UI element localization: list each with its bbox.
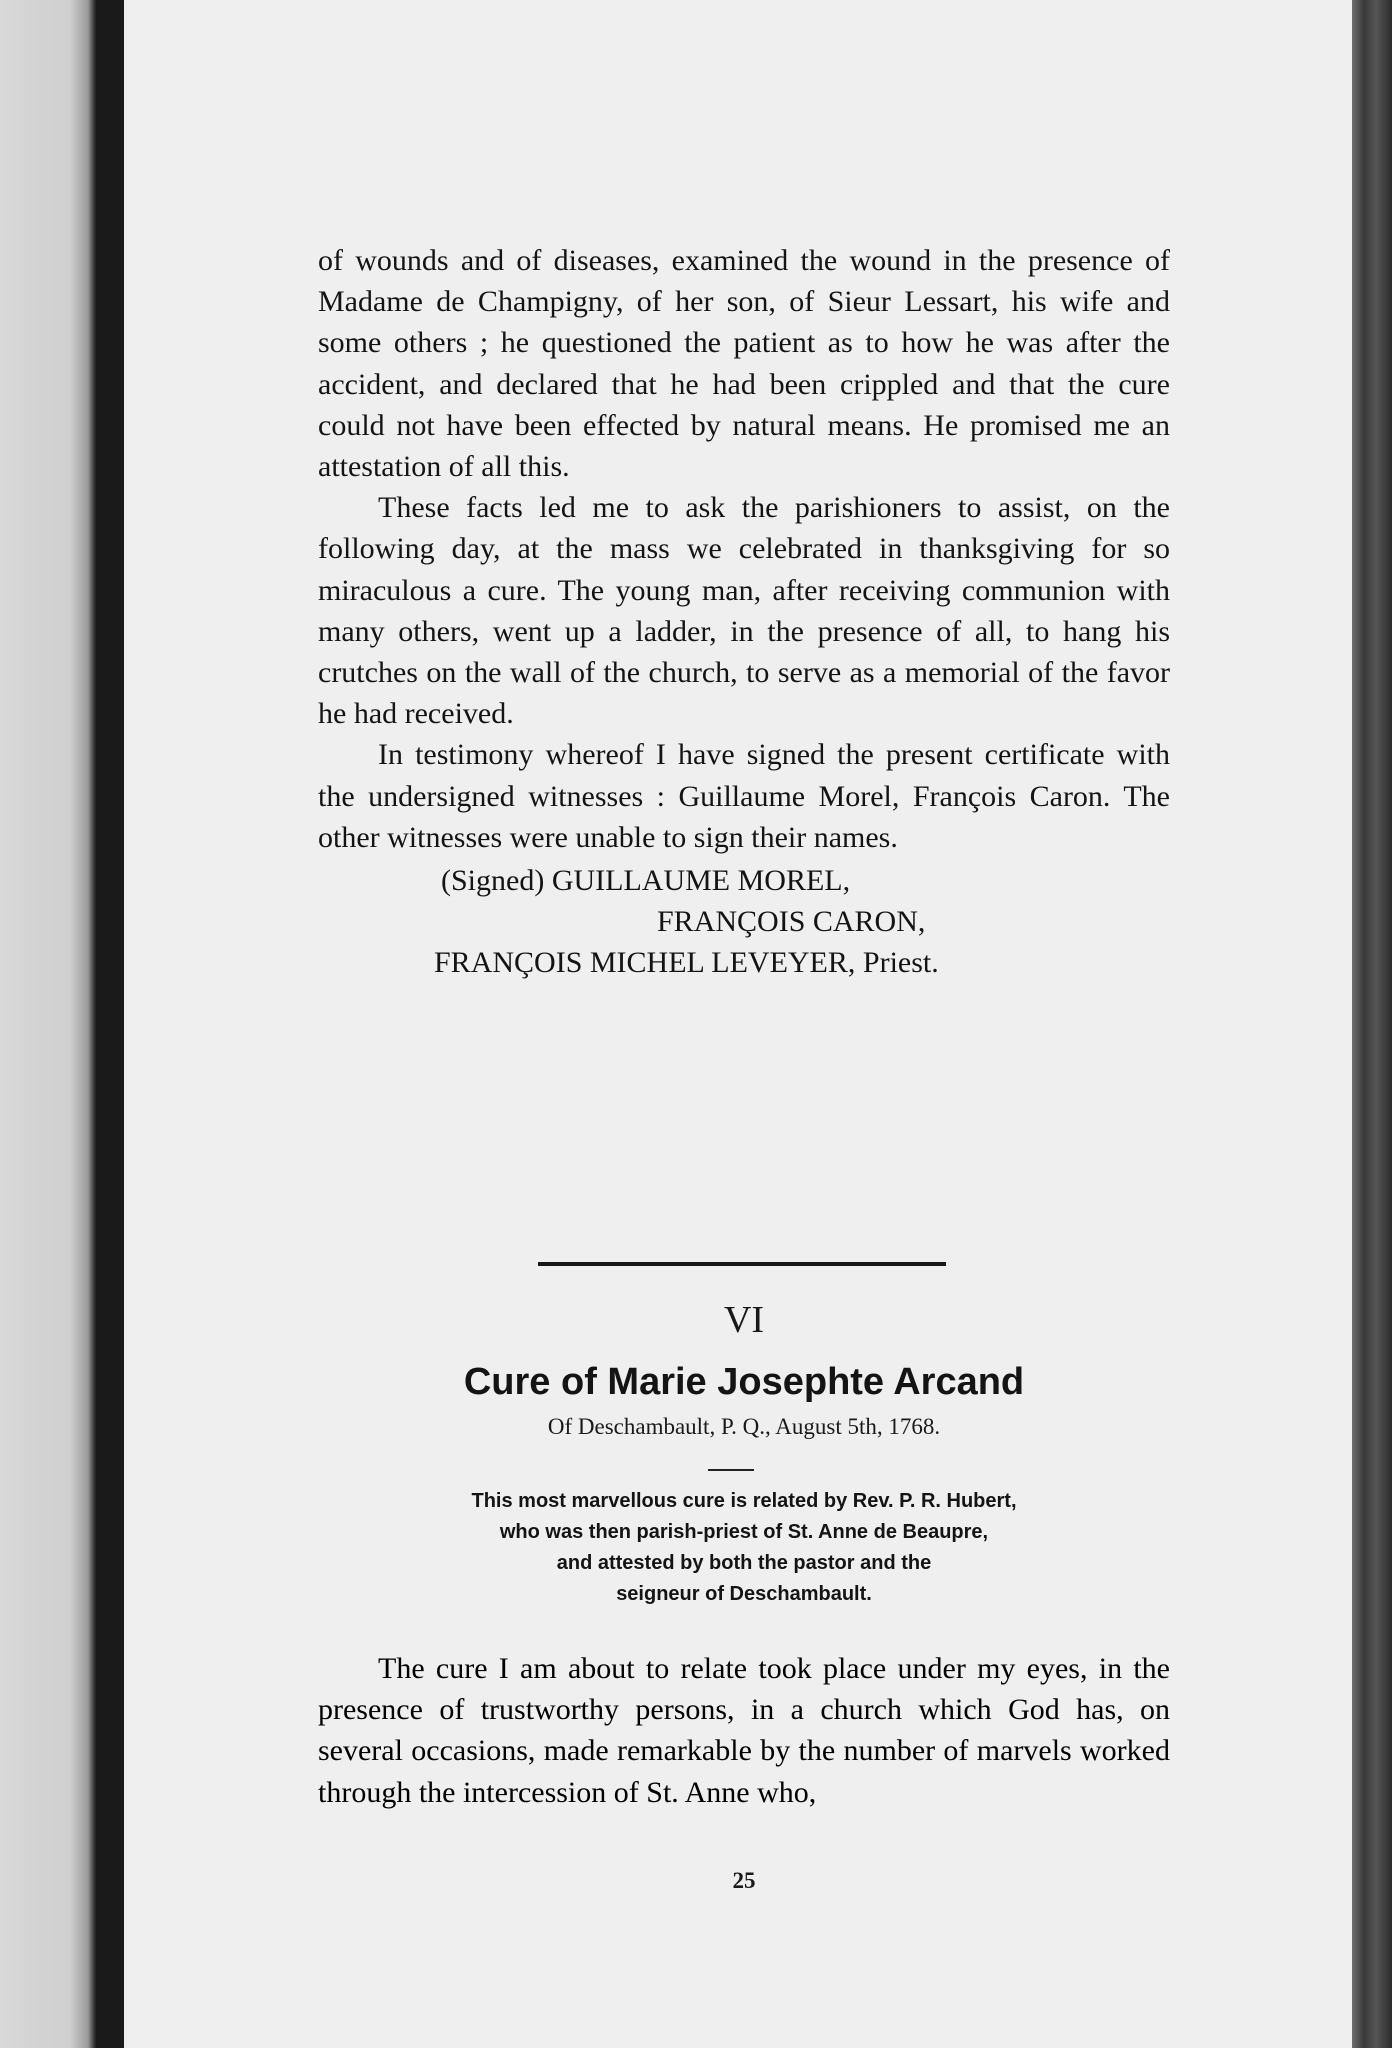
intro-line: seigneur of Deschambault. — [616, 1583, 872, 1605]
book-cover-edge — [1352, 0, 1392, 2048]
signature-block — [318, 860, 1170, 983]
section-subtitle: Of Deschambault, P. Q., August 5th, 1768. — [547, 1414, 941, 1439]
signature-line-1: (Signed) GUILLAUME MOREL, — [441, 864, 851, 898]
text-block-1 — [318, 240, 1170, 983]
paragraph-1: of wounds and of diseases, examined the wound in the presence of Madame de Champigny, of her son, of Sieur Lessart, his wife and some others ; he questioned the patient as to how he was after the accident, and declared that he had been crippled and that the cure could not have been effected by natural means. He promised me an attestation of all this. — [318, 244, 1170, 484]
intro-line: This most marvellous cure is related by Rev. P. R. Hubert, — [471, 1490, 1017, 1512]
paragraph-2: These facts led me to ask the parishioners to assist, on the following day, at the mass we celebrated in thanksgiving for so miraculous a cure. The young man, after receiving communion with many others, went up a ladder, in the presence of all, to hang his crutches on the wall of the church, to serve as a memorial of the favor he had received. — [318, 491, 1170, 731]
book-binding — [96, 0, 126, 2048]
short-divider — [708, 1469, 754, 1471]
section-intro — [318, 1486, 1170, 1610]
signature-line-2: FRANÇOIS CARON, — [657, 905, 926, 939]
intro-line: who was then parish-priest of St. Anne de Beaupre, — [499, 1521, 989, 1543]
section-divider — [538, 1262, 946, 1266]
facing-page-edge — [0, 0, 100, 2048]
text-block-2 — [318, 1648, 1170, 1813]
section-number: VI — [723, 1299, 765, 1341]
page-number: 25 — [732, 1868, 756, 1893]
paragraph-4: The cure I am about to relate took place under my eyes, in the presence of trustworthy persons, in a church which God has, on several occasions, made remarkable by the number of marvels worked through the intercession of St. Anne who, — [318, 1652, 1170, 1809]
intro-line: and attested by both the pastor and the — [556, 1552, 932, 1574]
paragraph-3: In testimony whereof I have signed the present certificate with the undersigned witnesses : Guillaume Morel, François Caron. The other witnesses were unable to sign their names. — [318, 738, 1170, 854]
signature-line-3: FRANÇOIS MICHEL LEVEYER, Priest. — [434, 946, 939, 980]
section-title: Cure of Marie Josephte Arcand — [463, 1361, 1025, 1403]
